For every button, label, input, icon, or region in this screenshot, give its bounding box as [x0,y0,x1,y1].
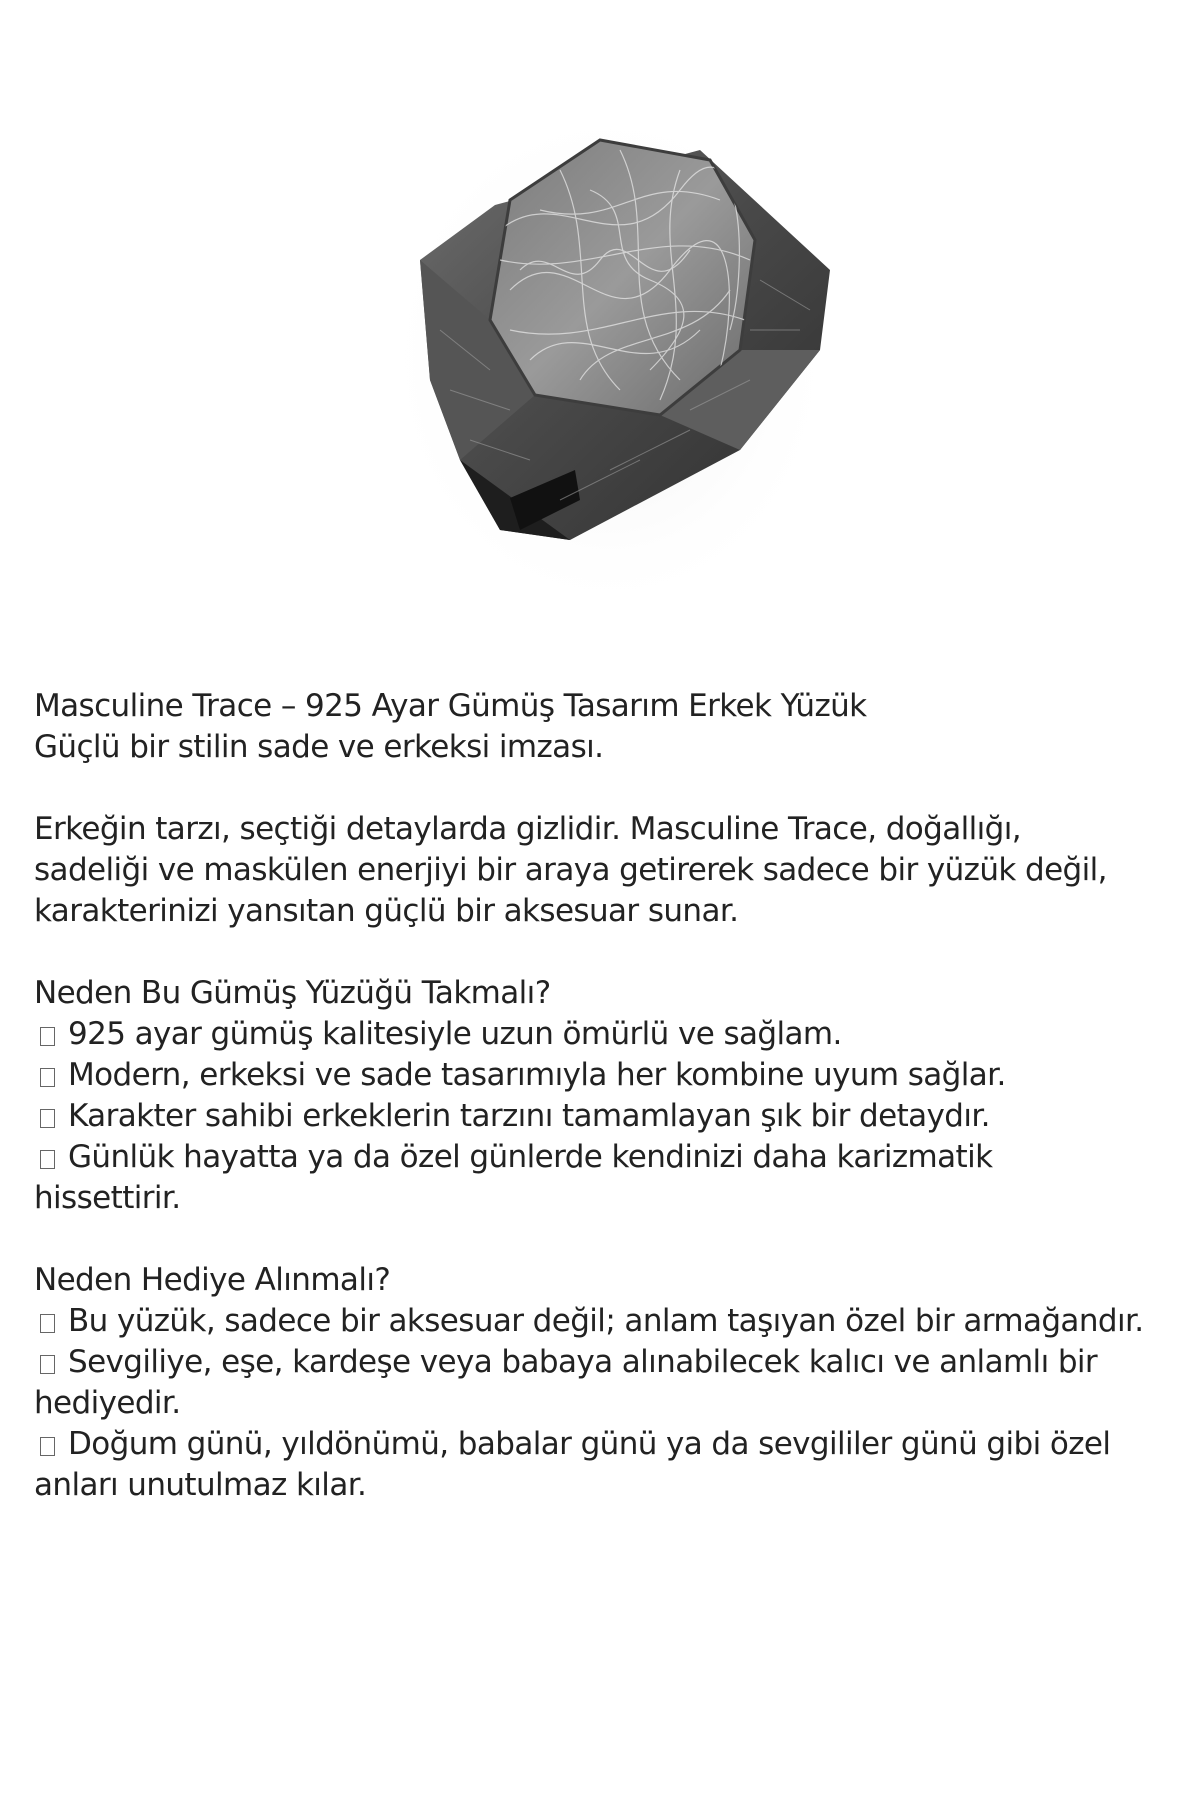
list-item: Bu yüzük, sadece bir aksesuar değil; anlam taşıyan özel bir armağandır. [34,1301,1184,1342]
list-item: Doğum günü, yıldönümü, babalar günü ya da sevgililer günü gibi özel [34,1424,1184,1465]
list-item-continuation: anları unutulmaz kılar. [34,1467,367,1503]
intro-line: karakterinizi yansıtan güçlü bir aksesuar sunar. [34,893,739,929]
checkbox-glyph-icon [40,1355,55,1374]
intro-line: sadeliği ve maskülen enerjiyi bir araya getirerek sadece bir yüzük değil, [34,852,1107,888]
list-item: Modern, erkeksi ve sade tasarımıyla her kombine uyum sağlar. [34,1055,1184,1096]
list-item: 925 ayar gümüş kalitesiyle uzun ömürlü ve sağlam. [34,1014,1184,1055]
checkbox-glyph-icon [40,1068,55,1087]
product-title: Masculine Trace – 925 Ayar Gümüş Tasarım Erkek Yüzük [34,688,867,724]
checkbox-glyph-icon [40,1437,55,1456]
list-item: Günlük hayatta ya da özel günlerde kendinizi daha karizmatik [34,1137,1184,1178]
intro-line: Erkeğin tarzı, seçtiği detaylarda gizlidir. Masculine Trace, doğallığı, [34,811,1022,847]
product-image-silver-signet-ring [360,30,860,630]
list-item-continuation: hissettirir. [34,1180,181,1216]
list-item: Sevgiliye, eşe, kardeşe veya babaya alınabilecek kalıcı ve anlamlı bir [34,1342,1184,1383]
list-item-continuation: hediyedir. [34,1385,181,1421]
product-description [34,686,1184,1506]
checkbox-glyph-icon [40,1109,55,1128]
why-wear-heading: Neden Bu Gümüş Yüzüğü Takmalı? [34,975,551,1011]
why-gift-heading: Neden Hediye Alınmalı? [34,1262,391,1298]
checkbox-glyph-icon [40,1314,55,1333]
checkbox-glyph-icon [40,1027,55,1046]
checkbox-glyph-icon [40,1150,55,1169]
product-tagline: Güçlü bir stilin sade ve erkeksi imzası. [34,729,604,765]
list-item: Karakter sahibi erkeklerin tarzını tamamlayan şık bir detaydır. [34,1096,1184,1137]
